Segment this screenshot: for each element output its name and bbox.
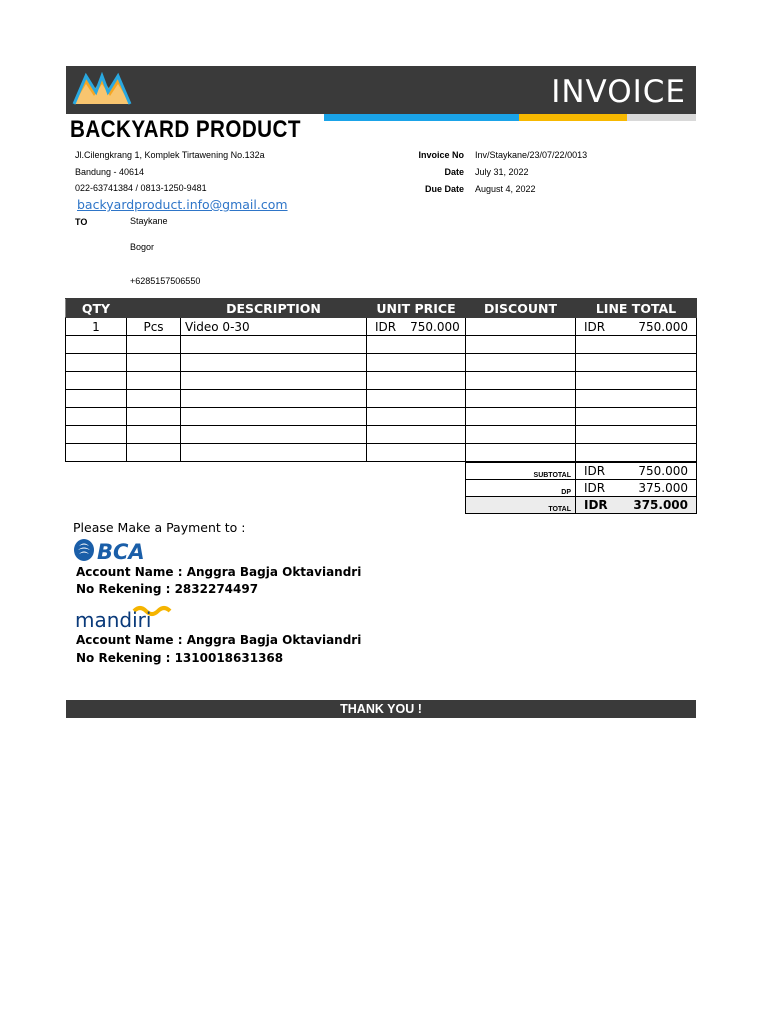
mandiri-logo-text: mandiri	[75, 608, 152, 632]
totals-table	[465, 462, 697, 514]
table-row	[66, 426, 697, 444]
dp-value	[576, 480, 697, 497]
company-name: BACKYARD PRODUCT	[70, 116, 301, 143]
cell-unit-price	[367, 318, 466, 336]
total-row	[466, 497, 697, 514]
invoice-no-label: Invoice No	[418, 150, 464, 160]
invoice-no-value: Inv/Staykane/23/07/22/0013	[475, 150, 588, 160]
bca-account-number: No Rekening : 2832274497	[76, 582, 259, 596]
mandiri-logo-icon	[74, 603, 178, 633]
table-row	[66, 444, 697, 462]
company-logo-icon	[72, 72, 132, 106]
company-phone: 022-63741384 / 0813-1250-9481	[75, 183, 207, 193]
mandiri-account-number: No Rekening : 1310018631368	[76, 651, 284, 665]
grand-total-amount: 375.000	[633, 498, 688, 512]
payment-intro: Please Make a Payment to :	[73, 520, 246, 535]
subtotal-value	[576, 463, 697, 480]
dp-amount: 375.000	[638, 481, 688, 495]
bca-account-name: Account Name : Anggra Bagja Oktaviandri	[76, 565, 362, 579]
date-label: Date	[444, 167, 464, 177]
invoice-title: INVOICE	[551, 74, 686, 110]
table-row	[66, 336, 697, 354]
dp-row	[466, 480, 697, 497]
cell-unit: Pcs	[127, 318, 181, 336]
mandiri-account-name: Account Name : Anggra Bagja Oktaviandri	[76, 633, 362, 647]
col-header-line-total: LINE TOTAL	[576, 299, 697, 318]
table-row	[66, 408, 697, 426]
svg-text:BCA: BCA	[97, 540, 145, 563]
dp-label: DP	[466, 480, 576, 497]
table-row	[66, 390, 697, 408]
total-amount: 750.000	[638, 319, 688, 334]
col-header-qty: QTY	[66, 299, 127, 318]
due-date-value: August 4, 2022	[475, 184, 536, 194]
company-email-link[interactable]: backyardproduct.info@gmail.com	[77, 197, 288, 212]
accent-stripe-gray	[627, 114, 696, 121]
customer-phone: +6285157506550	[130, 276, 201, 286]
accent-stripe-blue	[324, 114, 519, 121]
dp-currency: IDR	[584, 481, 606, 495]
thank-you-banner: THANK YOU !	[66, 700, 696, 718]
cell-line-total	[576, 318, 697, 336]
col-header-description: DESCRIPTION	[181, 299, 367, 318]
subtotal-currency: IDR	[584, 464, 606, 478]
date-value: July 31, 2022	[475, 167, 529, 177]
price-currency: IDR	[375, 319, 397, 334]
cell-qty: 1	[66, 318, 127, 336]
bca-logo-icon	[73, 537, 151, 563]
col-header-discount: DISCOUNT	[466, 299, 576, 318]
table-row	[66, 354, 697, 372]
customer-name: Staykane	[130, 216, 168, 226]
customer-city: Bogor	[130, 242, 155, 252]
total-label: TOTAL	[466, 497, 576, 514]
subtotal-amount: 750.000	[638, 464, 688, 478]
total-value	[576, 497, 697, 514]
cell-discount	[466, 318, 576, 336]
total-currency: IDR	[584, 498, 608, 512]
items-table	[65, 298, 697, 462]
accent-stripe-yellow	[519, 114, 627, 121]
subtotal-label: SUBTOTAL	[466, 463, 576, 480]
company-city: Bandung - 40614	[75, 167, 145, 177]
col-header-unit-price: UNIT PRICE	[367, 299, 466, 318]
to-label: TO	[75, 217, 88, 227]
table-header-row	[66, 299, 697, 318]
table-row	[66, 318, 697, 336]
col-header-unit	[127, 299, 181, 318]
cell-description: Video 0-30	[181, 318, 367, 336]
due-date-label: Due Date	[424, 184, 464, 194]
price-amount: 750.000	[410, 319, 460, 334]
company-address: Jl.Cilengkrang 1, Komplek Tirtawening No.132a	[75, 150, 265, 160]
subtotal-row	[466, 463, 697, 480]
total-currency: IDR	[584, 319, 606, 334]
table-row	[66, 372, 697, 390]
